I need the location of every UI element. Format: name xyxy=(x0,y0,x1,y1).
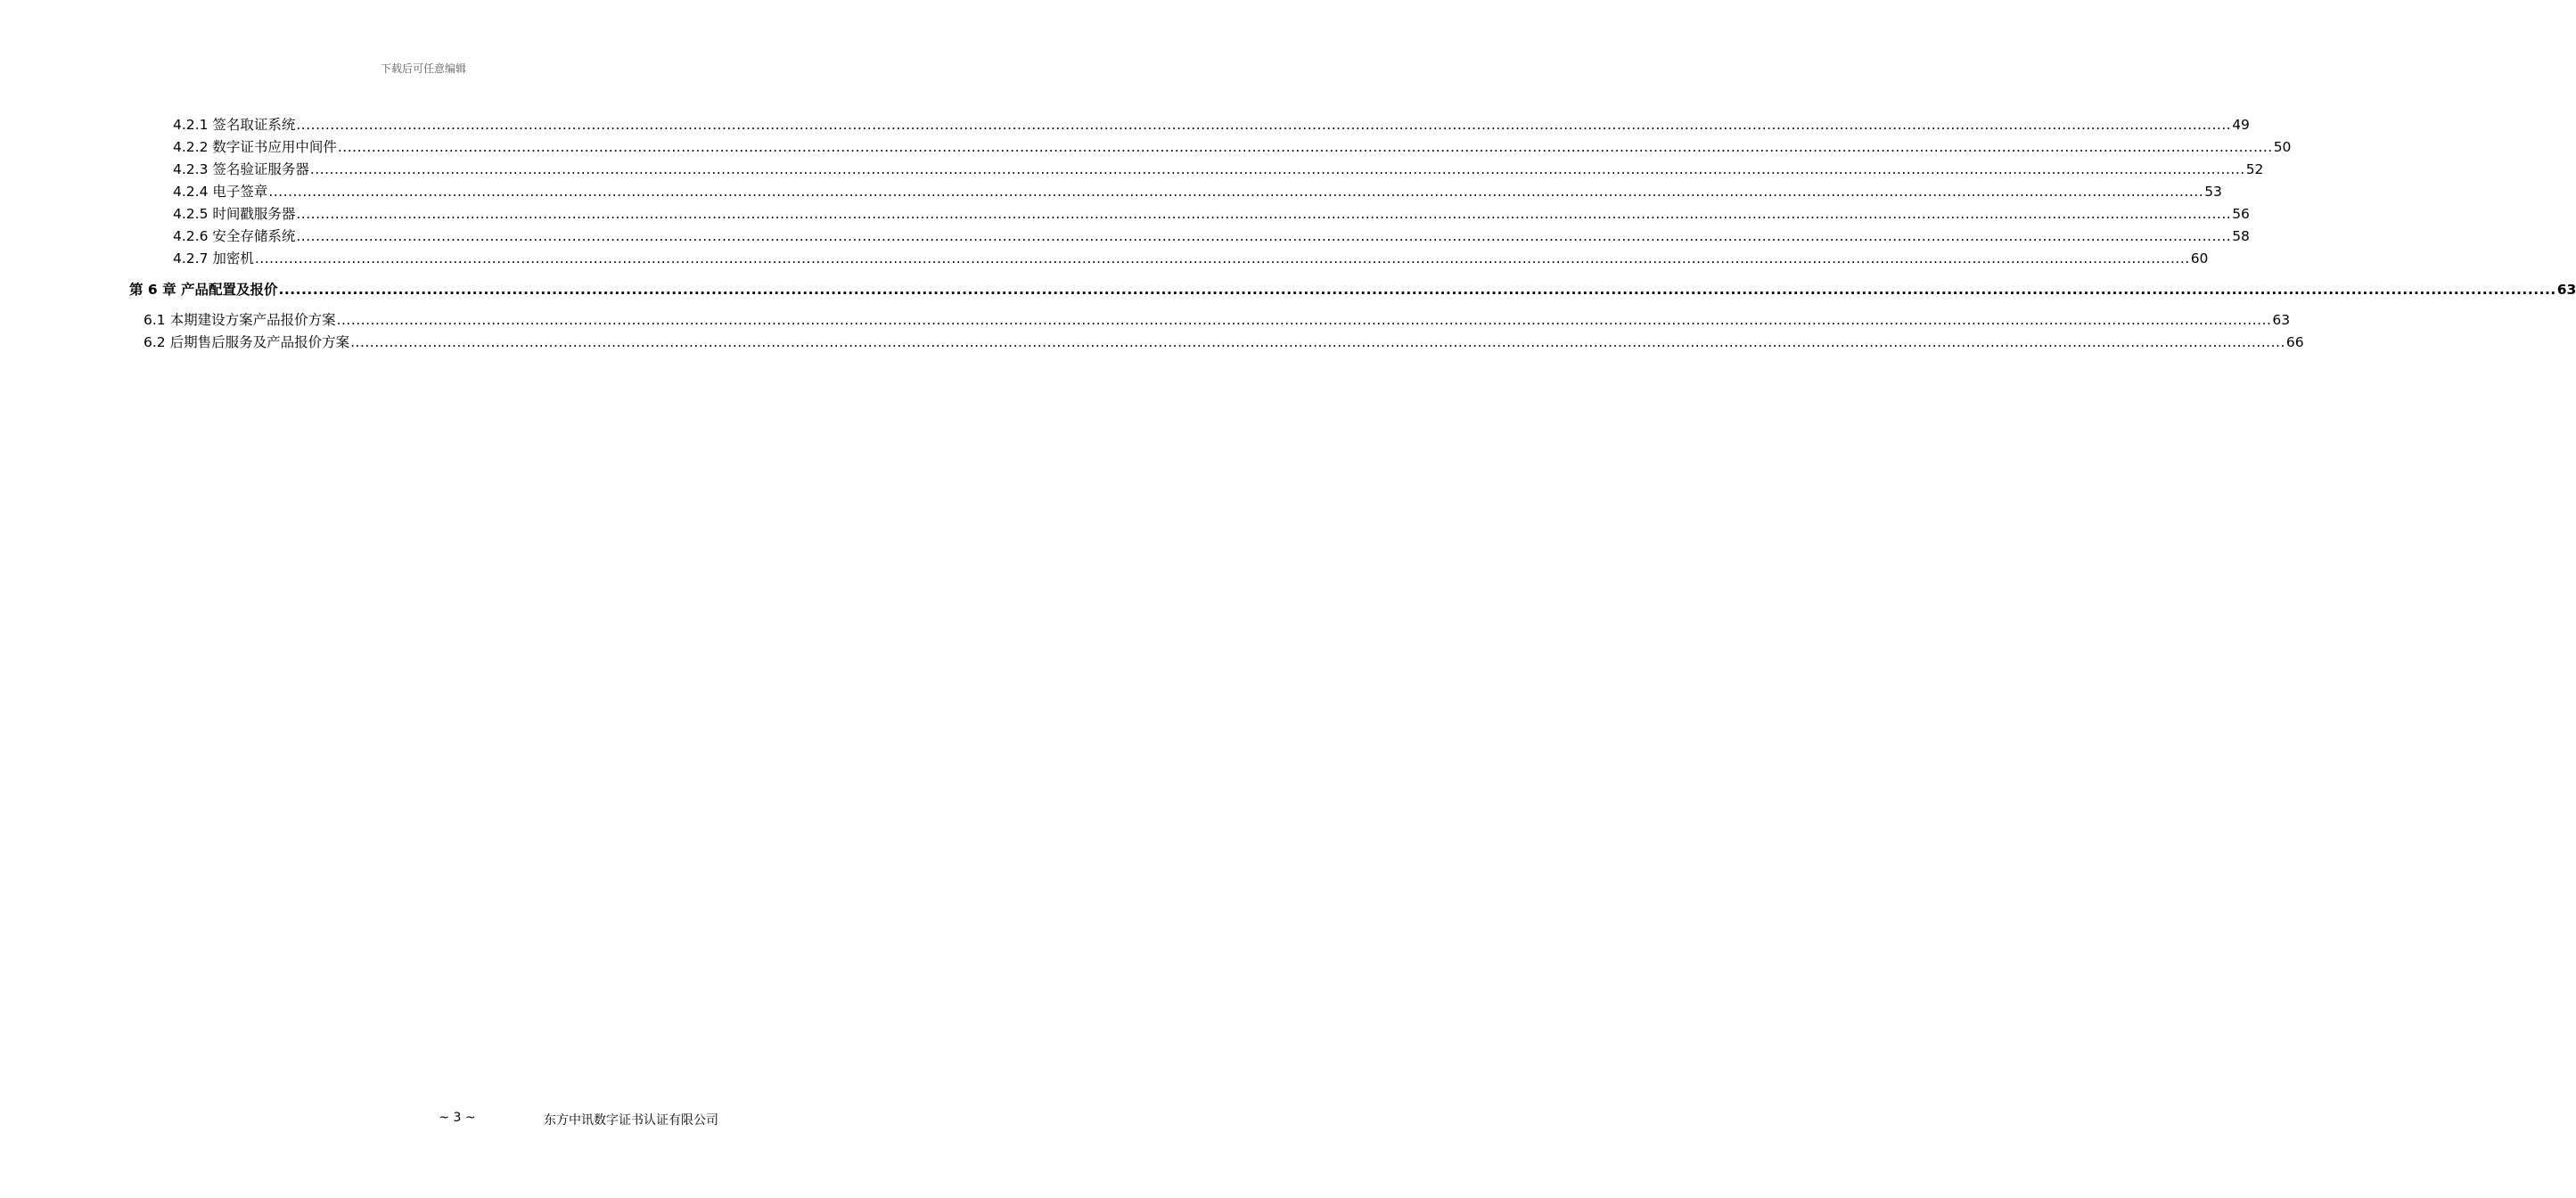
toc-dot-leader: ................................................................................................................................................................................................................................................................................................................................................................................................................ xyxy=(336,312,2272,328)
toc-entry-page: 60 xyxy=(2190,250,2209,267)
header-note: 下载后可任意编辑 xyxy=(380,62,466,75)
toc-entry[interactable] xyxy=(173,248,2209,267)
toc-dot-leader: ................................................................................................................................................................................................................................................................................................................................................................................................................ xyxy=(350,334,2285,350)
toc-entry-page: 63 xyxy=(2556,282,2576,298)
footer-page-number: ~ 3 ~ xyxy=(439,1111,476,1125)
toc-entry-label: 第 6 章 产品配置及报价 xyxy=(129,282,278,298)
toc-dot-leader: ................................................................................................................................................................................................................................................................................................................................................................................................................ xyxy=(337,139,2273,155)
toc-dot-leader: ................................................................................................................................................................................................................................................................................................................................................................................................................ xyxy=(296,117,2232,133)
toc-entry-label: 6.1 本期建设方案产品报价方案 xyxy=(144,312,336,328)
toc-entry[interactable] xyxy=(173,136,2292,156)
toc-entry[interactable] xyxy=(144,309,2291,329)
toc-entry[interactable] xyxy=(173,181,2222,201)
toc-entry-page: 63 xyxy=(2272,312,2291,328)
toc-entry-label: 6.2 后期售后服务及产品报价方案 xyxy=(144,334,350,350)
toc-entry-page: 56 xyxy=(2232,206,2250,222)
toc-entry[interactable] xyxy=(173,226,2250,245)
toc-entry-page: 66 xyxy=(2285,334,2304,350)
toc-dot-leader: ................................................................................................................................................................................................................................................................................................................................................................................................................ xyxy=(254,250,2190,267)
toc-chapter-entry[interactable] xyxy=(129,279,2576,299)
toc-dot-leader: ................................................................................................................................................................................................................................................................................................................................................................................................................ xyxy=(268,184,2204,200)
toc-dot-leader: ................................................................................................................................................................................................................................................................................................................................................................................................................ xyxy=(309,161,2245,177)
toc-entry-page: 58 xyxy=(2232,228,2250,244)
toc-entry-page: 49 xyxy=(2232,117,2250,133)
toc-entry-label: 4.2.4 电子签章 xyxy=(173,184,268,200)
footer-company-name: 东方中讯数字证书认证有限公司 xyxy=(544,1113,718,1128)
toc-entry-label: 4.2.2 数字证书应用中间件 xyxy=(173,139,337,155)
toc-entry[interactable] xyxy=(173,114,2250,134)
toc-entry-page: 50 xyxy=(2273,139,2292,155)
toc-entry-label: 4.2.6 安全存储系统 xyxy=(173,228,296,244)
toc-entry[interactable] xyxy=(173,203,2250,223)
toc-dot-leader: ................................................................................................................................................................................................................................................................................................................................................................................................................ xyxy=(296,206,2232,222)
toc-dot-leader: ................................................................................................................................................................................................................................................................................................................................................................................................................ xyxy=(278,282,2556,298)
toc-entry[interactable] xyxy=(173,159,2264,178)
toc-entry-page: 52 xyxy=(2245,161,2264,177)
toc-entry-label: 4.2.3 签名验证服务器 xyxy=(173,161,309,177)
toc-entry-label: 4.2.7 加密机 xyxy=(173,250,254,267)
toc-entry-label: 4.2.5 时间戳服务器 xyxy=(173,206,296,222)
toc-entry-page: 53 xyxy=(2204,184,2222,200)
toc-dot-leader: ................................................................................................................................................................................................................................................................................................................................................................................................................ xyxy=(296,228,2232,244)
toc-entry[interactable] xyxy=(144,332,2304,351)
toc-entry-label: 4.2.1 签名取证系统 xyxy=(173,117,296,133)
